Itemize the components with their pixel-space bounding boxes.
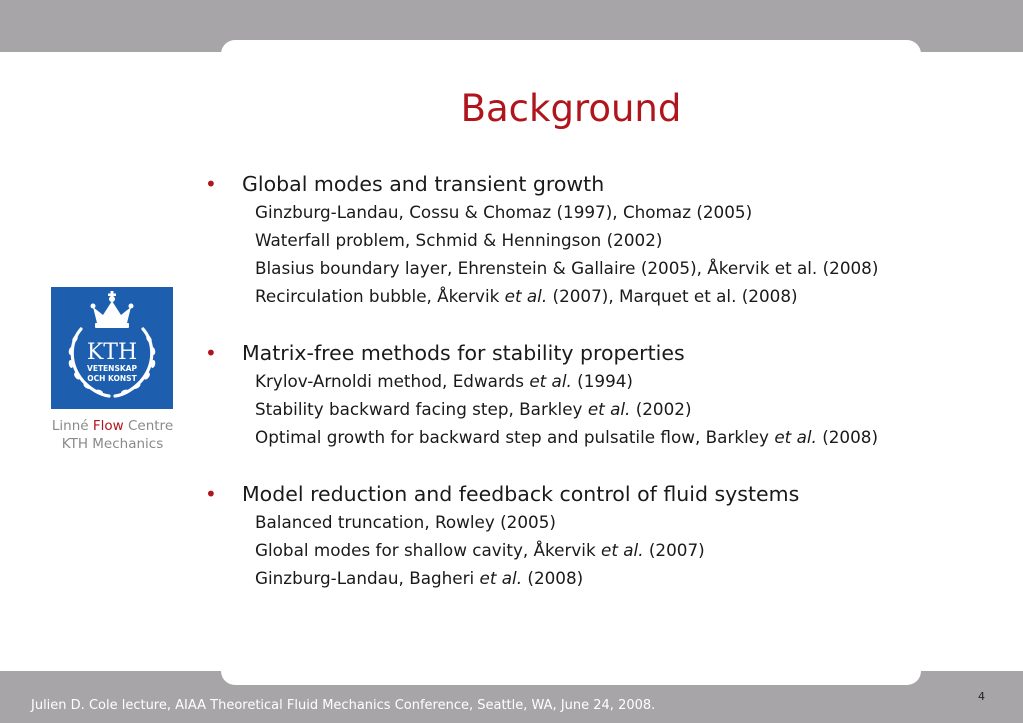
logo-caption xyxy=(40,417,185,453)
bullet-dot-icon: • xyxy=(205,172,217,196)
slide-footer: Julien D. Cole lecture, AIAA Theoretical Fluid Mechanics Conference, Seattle, WA, June 24, 2008. xyxy=(31,698,656,713)
logo-kth-text: KTH xyxy=(86,340,138,365)
sub-item xyxy=(205,508,1005,536)
sub-item-text: Ginzburg-Landau, Cossu & Chomaz (1997), Chomaz (2005) xyxy=(255,202,753,222)
bullet-section xyxy=(205,339,1005,451)
slide-title: Background xyxy=(460,87,682,130)
caption-centre: Centre xyxy=(123,418,174,434)
sub-item-tail: (2008) xyxy=(522,568,584,588)
caption-linne: Linné xyxy=(51,418,93,434)
sub-item-tail: (2002) xyxy=(630,399,692,419)
sub-item-text: Global modes for shallow cavity, Åkervik xyxy=(255,540,602,560)
sub-item xyxy=(205,536,1005,564)
sub-item-text: Balanced truncation, Rowley (2005) xyxy=(255,512,556,532)
sub-item-text: Optimal growth for backward step and pulsatile flow, Barkley xyxy=(255,427,775,447)
sub-item xyxy=(205,198,1005,226)
sub-item-text: Waterfall problem, Schmid & Henningson (2002) xyxy=(255,230,663,250)
sub-item-em: et al. xyxy=(601,540,644,560)
sub-item-text: Krylov-Arnoldi method, Edwards xyxy=(255,371,530,391)
sub-item-tail: (2008) xyxy=(816,427,878,447)
section-spacer xyxy=(205,310,1005,339)
sub-item-text: Stability backward facing step, Barkley xyxy=(255,399,588,419)
bullet-section xyxy=(205,170,1005,310)
sub-item-em: et al. xyxy=(529,371,572,391)
kth-logo-emblem xyxy=(51,287,173,409)
bullet-section xyxy=(205,480,1005,592)
bullet-list xyxy=(205,170,1005,592)
bullet-heading: Model reduction and feedback control of fluid systems xyxy=(242,482,800,506)
sub-item-em: et al. xyxy=(587,399,631,419)
logo-line1-text: VETENSKAP xyxy=(87,364,137,373)
sub-item-tail: (2007), Marquet et al. (2008) xyxy=(547,286,798,306)
sub-item xyxy=(205,395,1005,423)
bullet-heading: Global modes and transient growth xyxy=(242,172,605,196)
bullet-heading-row xyxy=(205,170,1005,198)
sub-item-text: Ginzburg-Landau, Bagheri xyxy=(255,568,480,588)
kth-logo xyxy=(51,287,173,409)
sub-item-em: et al. xyxy=(774,427,817,447)
bullet-dot-icon: • xyxy=(205,482,217,506)
sub-item-em: et al. xyxy=(504,286,548,306)
bullet-heading: Matrix-free methods for stability properties xyxy=(242,341,685,365)
sub-item-em: et al. xyxy=(479,568,523,588)
sub-item xyxy=(205,226,1005,254)
bullet-heading-row xyxy=(205,339,1005,367)
sub-item-text: Blasius boundary layer, Ehrenstein & Gallaire (2005), Åkervik et al. (2008) xyxy=(255,258,879,278)
sub-item xyxy=(205,367,1005,395)
page-number: 4 xyxy=(978,690,985,703)
sub-item xyxy=(205,282,1005,310)
caption-flow: Flow xyxy=(92,418,124,434)
sub-item-tail: (1994) xyxy=(571,371,633,391)
caption-line2: KTH Mechanics xyxy=(61,436,164,452)
sub-item-tail: (2007) xyxy=(643,540,705,560)
caption-line1 xyxy=(40,417,185,435)
bullet-heading-row xyxy=(205,480,1005,508)
sub-item xyxy=(205,564,1005,592)
bullet-dot-icon: • xyxy=(205,341,217,365)
sub-item-text: Recirculation bubble, Åkervik xyxy=(255,286,505,306)
section-spacer xyxy=(205,451,1005,480)
sub-item xyxy=(205,423,1005,451)
sub-item xyxy=(205,254,1005,282)
logo-line2-text: OCH KONST xyxy=(87,374,137,383)
